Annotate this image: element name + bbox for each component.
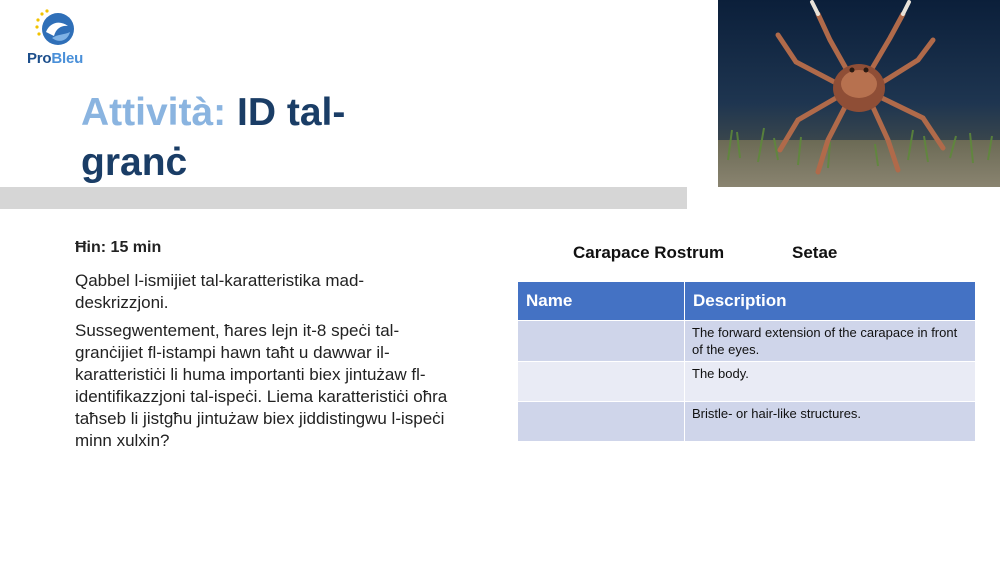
description-cell: The body.	[685, 362, 976, 402]
name-drop-cell[interactable]	[518, 321, 685, 362]
header-description: Description	[685, 282, 976, 321]
description-cell: The forward extension of the carapace in front of the eyes.	[685, 321, 976, 362]
description-cell: Bristle- or hair-like structures.	[685, 402, 976, 442]
name-drop-cell[interactable]	[518, 362, 685, 402]
time-label: Ħin: 15 min	[75, 239, 162, 256]
spider-crab-image	[718, 0, 1000, 187]
table-row	[518, 402, 976, 442]
table-row	[518, 321, 976, 362]
title-main: ID tal-granċ	[81, 91, 346, 184]
description-table	[517, 281, 976, 442]
table-row	[518, 362, 976, 402]
instruction-paragraph-2: Sussegwentement, ħares lejn it-8 speċi tal-granċijiet fl-istampi hawn taħt u dawwar il-karatteristiċi li huma importanti biex jintużaw fl-identifikazzjoni tal-ispeċi. Liema karatteristiċi oħra taħseb li jistgħu jintużaw biex jiddistingwu l-ispeċi minn xulxin?	[75, 321, 448, 450]
header-name: Name	[518, 282, 685, 321]
globe-logo-icon	[34, 8, 78, 48]
term-carapace-rostrum[interactable]: Carapace Rostrum	[573, 243, 725, 262]
crab-photo	[718, 0, 1000, 187]
probleu-logo	[20, 8, 90, 68]
title-accent: Attività:	[81, 91, 227, 134]
instruction-paragraph-1: Qabbel l-ismijiet tal-karatteristika mad-deskrizzjoni.	[75, 271, 365, 312]
name-drop-cell[interactable]	[518, 402, 685, 442]
logo-text: ProBleu	[26, 50, 84, 67]
slide-title	[81, 88, 411, 188]
table-header-row	[518, 282, 976, 321]
title-underline-band	[0, 187, 687, 209]
term-setae[interactable]: Setae	[792, 243, 838, 262]
